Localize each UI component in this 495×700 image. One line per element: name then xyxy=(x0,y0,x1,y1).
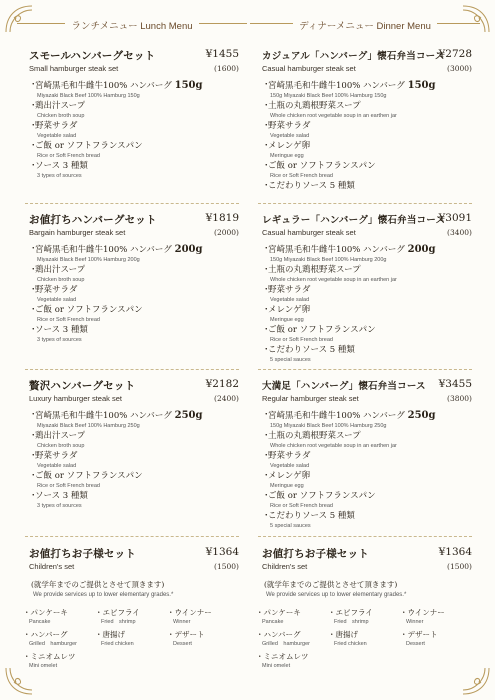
list-item: ・ ご飯 or ソフトフランスパン Rice or Soft French bread xyxy=(262,491,376,509)
corner-flourish-bottom-right-icon xyxy=(461,666,491,696)
set-subtitle: Bargain hamburger steak set xyxy=(29,228,126,237)
list-item: ・エビフライ Fried shrimp xyxy=(328,608,373,625)
list-item: ・ 宮崎黒毛和牛雌牛100% ハンバーグ 200g Miyazaki Black Beef 100% Hamburg 200g xyxy=(29,244,203,263)
set-subtitle: Casual hamburger steak set xyxy=(262,228,356,237)
set-title: お値打ちハンバーグセット xyxy=(29,214,157,226)
list-item: ・デザート Dessert xyxy=(400,630,438,647)
dinner-set-casual xyxy=(250,48,480,193)
list-item: ・ 土瓶の丸鶏根野菜スープ Whole chicken root vegetable soup in an earthen jar xyxy=(262,265,397,283)
set-tax-price: (2400) xyxy=(214,394,239,403)
lunch-set-small xyxy=(17,48,247,181)
list-item: ・ 野菜サラダ Vegetable salad xyxy=(29,285,78,303)
list-item: ・ ソース 3 種類 3 types of sources xyxy=(29,325,88,343)
list-item: ・ こだわりソース 5 種類 5 special sauces xyxy=(262,345,355,363)
list-item: ・唐揚げ Fried chicken xyxy=(328,630,367,647)
list-item: ・ こだわりソース 5 種類 5 special sauces xyxy=(262,511,355,529)
set-price: ¥1455 xyxy=(205,48,239,60)
set-title: スモールハンバーグセット xyxy=(29,50,156,62)
list-item: ・ハンバーグ Grilled hamburger xyxy=(256,630,310,647)
list-item: ・ 野菜サラダ Vegetable salad xyxy=(29,121,78,139)
list-item: ・デザート Dessert xyxy=(167,630,205,647)
list-item: ・ 土瓶の丸鶏根野菜スープ Whole chicken root vegetable soup in an earthen jar xyxy=(262,101,397,119)
dinner-set-premium xyxy=(250,378,480,531)
set-tax-price: (2000) xyxy=(214,228,239,237)
dinner-column xyxy=(250,14,480,669)
list-item: ・ ソース 3 種類 3 types of sources xyxy=(29,161,88,179)
section-divider xyxy=(25,203,239,204)
list-item: ・ ご飯 or ソフトフランスパン Rice or Soft French bread xyxy=(29,471,143,489)
set-subtitle: Children's set xyxy=(262,562,308,571)
set-tax-price: (3800) xyxy=(447,394,472,403)
section-divider xyxy=(25,536,239,537)
list-item: ・ 宮崎黒毛和牛雌牛100% ハンバーグ 150g 150g Miyazaki Black Beef 100% Hamburg 150g xyxy=(262,80,436,99)
list-item: ・ 宮崎黒毛和牛雌牛100% ハンバーグ 250g 150g Miyazaki Black Beef 100% Hamburg 250g xyxy=(262,410,436,429)
list-item: ・ 野菜サラダ Vegetable salad xyxy=(29,451,78,469)
list-item: ・ ご飯 or ソフトフランスパン Rice or Soft French bread xyxy=(262,161,376,179)
lunch-set-luxury xyxy=(17,378,247,511)
set-subtitle: Luxury hamburger steak set xyxy=(29,394,122,403)
list-item: ・ウインナー Winner xyxy=(400,608,445,625)
list-item: ・ メレンゲ卵 Meringue egg xyxy=(262,305,311,323)
list-item: ・ ソース 3 種類 3 types of sources xyxy=(29,491,88,509)
dinner-set-kids xyxy=(250,546,480,669)
set-price: ¥1364 xyxy=(205,546,239,558)
set-price: ¥1364 xyxy=(438,546,472,558)
section-divider xyxy=(25,369,239,370)
list-item: ・ 鶏出汁スープ Chicken broth soup xyxy=(29,431,86,449)
section-divider xyxy=(258,369,472,370)
list-item: ・ミニオムレツ Mini omelet xyxy=(256,652,309,669)
set-title: 大満足「ハンバーグ」懐石弁当コース xyxy=(262,381,426,392)
age-note-en: We provide services up to lower elementary grades.* xyxy=(33,592,174,598)
list-item: ・ 野菜サラダ Vegetable salad xyxy=(262,285,311,303)
lunch-set-bargain xyxy=(17,212,247,345)
age-note: (就学年までのご提供とさせて頂きます) xyxy=(31,580,165,589)
set-tax-price: (1600) xyxy=(214,64,239,73)
set-title: 贅沢ハンバーグセット xyxy=(29,380,136,392)
lunch-header-label: ランチメニュー Lunch Menu xyxy=(65,17,198,37)
lunch-header xyxy=(17,14,247,34)
set-subtitle: Small hamburger steak set xyxy=(29,64,119,73)
lunch-column xyxy=(17,14,247,669)
corner-flourish-bottom-left-icon xyxy=(4,666,34,696)
age-note: (就学年までのご提供とさせて頂きます) xyxy=(264,580,398,589)
list-item: ・ 野菜サラダ Vegetable salad xyxy=(262,451,311,469)
list-item: ・ 鶏出汁スープ Chicken broth soup xyxy=(29,101,86,119)
set-title: お値打ちお子様セット xyxy=(262,548,369,560)
set-tax-price: (1500) xyxy=(214,562,239,571)
list-item: ・エビフライ Fried shrimp xyxy=(95,608,140,625)
set-subtitle: Regular hamburger steak set xyxy=(262,394,359,403)
list-item: ・ハンバーグ Grilled hamburger xyxy=(23,630,77,647)
list-item: ・ 宮崎黒毛和牛雌牛100% ハンバーグ 200g 150g Miyazaki Black Beef 100% Hamburg 200g xyxy=(262,244,436,263)
list-item: ・ 宮崎黒毛和牛雌牛100% ハンバーグ 250g Miyazaki Black Beef 100% Hamburg 250g xyxy=(29,410,203,429)
lunch-set-kids xyxy=(17,546,247,669)
list-item: ・ メレンゲ卵 Meringue egg xyxy=(262,471,311,489)
section-divider xyxy=(258,536,472,537)
set-tax-price: (3400) xyxy=(447,228,472,237)
age-note-en: We provide services up to lower elementary grades.* xyxy=(266,592,407,598)
set-price: ¥1819 xyxy=(205,212,239,224)
dinner-header xyxy=(250,14,480,34)
list-item: ・唐揚げ Fried chicken xyxy=(95,630,134,647)
dinner-header-label: ディナーメニュー Dinner Menu xyxy=(293,17,437,37)
list-item: ・パンケーキ Pancake xyxy=(256,608,301,625)
set-price: ¥3091 xyxy=(438,212,472,224)
set-tax-price: (3000) xyxy=(447,64,472,73)
dinner-set-regular xyxy=(250,212,480,365)
list-item: ・ こだわりソース 5 種類 xyxy=(262,181,355,191)
set-title: お値打ちお子様セット xyxy=(29,548,136,560)
list-item: ・ メレンゲ卵 Meringue egg xyxy=(262,141,311,159)
list-item: ・ 土瓶の丸鶏根野菜スープ Whole chicken root vegetable soup in an earthen jar xyxy=(262,431,397,449)
set-subtitle: Casual hamburger steak set xyxy=(262,64,356,73)
list-item: ・ミニオムレツ Mini omelet xyxy=(23,652,76,669)
set-price: ¥3455 xyxy=(438,378,472,390)
set-subtitle: Children's set xyxy=(29,562,75,571)
list-item: ・パンケーキ Pancake xyxy=(23,608,68,625)
set-title: レギュラー「ハンバーグ」懐石弁当コース xyxy=(262,215,446,226)
list-item: ・ ご飯 or ソフトフランスパン Rice or Soft French bread xyxy=(29,141,143,159)
set-tax-price: (1500) xyxy=(447,562,472,571)
set-title: カジュアル「ハンバーグ」懐石弁当コース xyxy=(262,51,445,62)
list-item: ・ 鶏出汁スープ Chicken broth soup xyxy=(29,265,86,283)
list-item: ・ 野菜サラダ Vegetable salad xyxy=(262,121,311,139)
list-item: ・ 宮崎黒毛和牛雌牛100% ハンバーグ 150g Miyazaki Black Beef 100% Hamburg 150g xyxy=(29,80,203,99)
list-item: ・ ご飯 or ソフトフランスパン Rice or Soft French bread xyxy=(29,305,143,323)
set-price: ¥2182 xyxy=(205,378,239,390)
set-price: ¥2728 xyxy=(438,48,472,60)
list-item: ・ ご飯 or ソフトフランスパン Rice or Soft French bread xyxy=(262,325,376,343)
list-item: ・ウインナー Winner xyxy=(167,608,212,625)
section-divider xyxy=(258,203,472,204)
